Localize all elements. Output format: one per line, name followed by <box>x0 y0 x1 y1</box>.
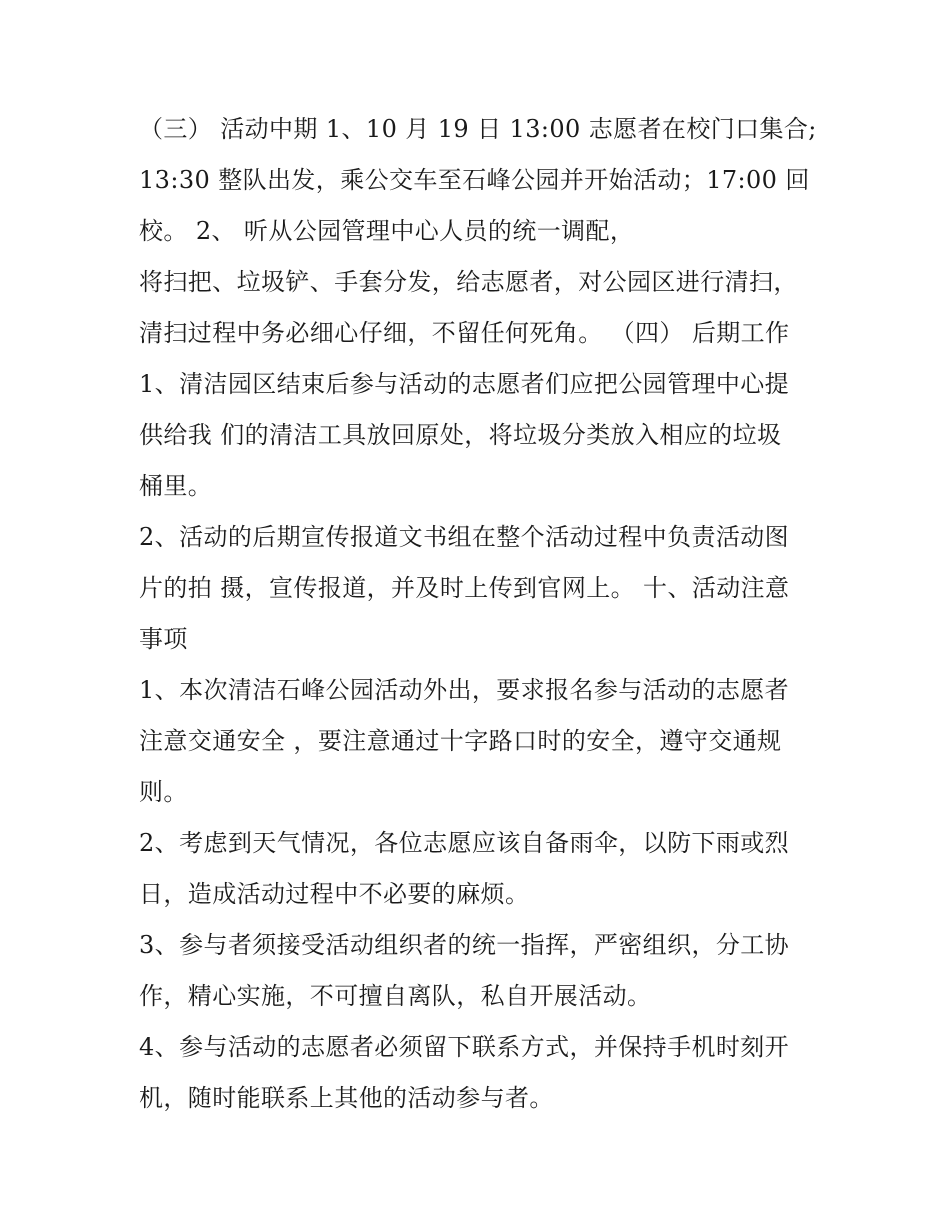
text-line: 将扫把、垃圾铲、手套分发，给志愿者，对公园区进行清扫， <box>139 268 798 296</box>
text-line: 2、考虑到天气情况，各位志愿应该自备雨伞，以防下雨或烈 <box>139 829 790 857</box>
text-line: 3、参与者须接受活动组织者的统一指挥，严密组织，分工协 <box>139 931 790 959</box>
text-line: 日，造成活动过程中不必要的麻烦。 <box>139 880 530 908</box>
text-line: 供给我 们的清洁工具放回原处，将垃圾分类放入相应的垃圾 <box>139 421 782 449</box>
document-body <box>139 104 819 1124</box>
text-line: 13:30 整队出发，乘公交车至石峰公园并开始活动；17:00 回 <box>139 166 810 194</box>
text-line: 事项 <box>139 625 188 653</box>
text-line: 桶里。 <box>139 472 213 500</box>
text-line: 1、清洁园区结束后参与活动的志愿者们应把公园管理中心提 <box>139 370 790 398</box>
text-line: 注意交通安全 ，要注意通过十字路口时的安全，遵守交通规 <box>139 727 782 755</box>
text-line: 机，随时能联系上其他的活动参与者。 <box>139 1084 554 1112</box>
text-line: 1、本次清洁石峰公园活动外出，要求报名参与活动的志愿者 <box>139 676 790 704</box>
text-line: 清扫过程中务必细心仔细，不留任何死角。 （四） 后期工作 <box>139 319 790 347</box>
text-line: 则。 <box>139 778 188 806</box>
text-line: 作，精心实施，不可擅自离队，私自开展活动。 <box>139 982 652 1010</box>
text-line: 4、参与活动的志愿者必须留下联系方式，并保持手机时刻开 <box>139 1033 790 1061</box>
text-line: 片的拍 摄，宣传报道，并及时上传到官网上。 十、活动注意 <box>139 574 790 602</box>
text-line: （三） 活动中期 1、10 月 19 日 13:00 志愿者在校门口集合; <box>139 115 817 143</box>
text-line: 校。 2、 听从公园管理中心人员的统一调配， <box>139 217 635 245</box>
text-line: 2、活动的后期宣传报道文书组在整个活动过程中负责活动图 <box>139 523 790 551</box>
